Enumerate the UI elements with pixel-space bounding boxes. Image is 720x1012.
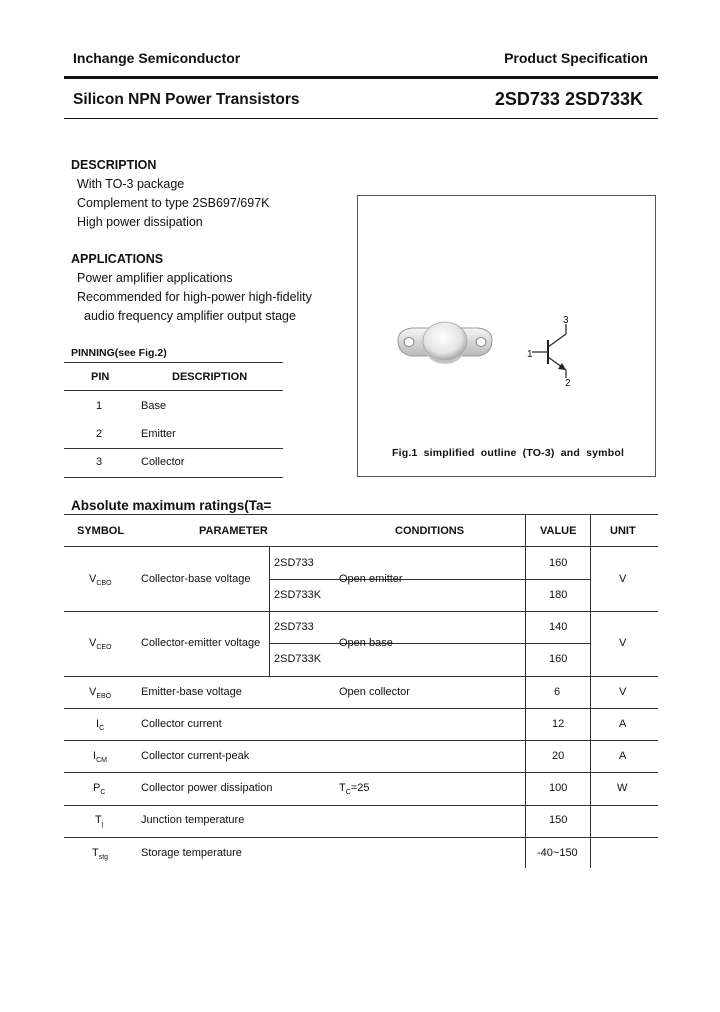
condition: Open collector	[339, 686, 410, 698]
ratings-header-conditions: CONDITIONS	[395, 525, 465, 537]
symbol-pin-label: 3	[563, 315, 569, 326]
header-rule-top	[64, 76, 658, 79]
figure-caption: Fig.1 simplified outline (TO-3) and symbol	[392, 447, 625, 459]
pin-description: Emitter	[141, 428, 176, 440]
part-numbers: 2SD733 2SD733K	[494, 89, 643, 109]
ratings-header-symbol: SYMBOL	[77, 525, 125, 537]
ratings-rule	[64, 740, 658, 741]
variant: 2SD733	[274, 557, 314, 569]
value: 100	[549, 782, 568, 794]
value: 140	[549, 621, 568, 633]
pinning-title: PINNING(see Fig.2)	[71, 347, 167, 359]
ratings-rule	[64, 611, 658, 612]
variant: 2SD733K	[274, 589, 322, 601]
parameter: Collector-emitter voltage	[141, 637, 261, 649]
pinning-rule	[64, 477, 283, 478]
description-item: High power dissipation	[77, 215, 203, 229]
ratings-col-rule	[525, 514, 526, 868]
pin-number: 3	[96, 456, 103, 468]
unit: W	[617, 782, 628, 794]
ratings-rule	[269, 643, 525, 644]
value: 12	[552, 718, 565, 730]
ratings-header-value: VALUE	[540, 525, 577, 537]
condition: $T_C=25$	[339, 782, 370, 796]
ratings-col-rule	[590, 514, 591, 868]
pinning-rule	[64, 390, 283, 391]
symbol-tj: $T_j$	[95, 814, 104, 828]
pin-number: 2	[96, 428, 103, 440]
description-item: Complement to type 2SB697/697K	[77, 196, 270, 210]
value: 160	[549, 653, 568, 665]
pinning-rule	[64, 362, 283, 363]
symbol-vceo: $V_{CEO}$	[89, 637, 112, 651]
pinning-header-pin: PIN	[91, 371, 110, 383]
company-name: Inchange Semiconductor	[73, 50, 241, 66]
ratings-header-unit: UNIT	[610, 525, 636, 537]
unit: V	[619, 637, 627, 649]
variant: 2SD733	[274, 621, 314, 633]
symbol-pin-label: 1	[527, 349, 533, 360]
parameter: Collector-base voltage	[141, 573, 251, 585]
ratings-rule	[64, 514, 658, 515]
pinning-rule	[64, 448, 283, 449]
condition: Open base	[339, 637, 393, 649]
spec-type: Product Specification	[504, 50, 648, 66]
parameter: Collector current-peak	[141, 750, 250, 762]
application-item: Power amplifier applications	[77, 271, 233, 285]
ratings-rule	[525, 643, 590, 644]
unit: V	[619, 573, 627, 585]
parameter: Collector current	[141, 718, 222, 730]
value: 20	[552, 750, 565, 762]
value: 160	[549, 557, 568, 569]
ratings-rule	[525, 579, 590, 580]
pin-description: Base	[141, 400, 167, 412]
ratings-rule	[64, 805, 658, 806]
application-item: audio frequency amplifier output stage	[84, 309, 296, 323]
description-title: DESCRIPTION	[71, 158, 157, 172]
parameter: Storage temperature	[141, 847, 242, 859]
ratings-col-rule	[269, 546, 270, 676]
value: -40~150	[537, 847, 578, 859]
symbol-pc: $P_C$	[93, 782, 106, 796]
condition: Open emitter	[339, 573, 403, 585]
parameter: Emitter-base voltage	[141, 686, 242, 698]
header-rule-bottom	[64, 118, 658, 119]
unit: A	[619, 718, 627, 730]
parameter: Junction temperature	[141, 814, 245, 826]
document-title: Silicon NPN Power Transistors	[73, 91, 300, 108]
symbol-pin-label: 2	[565, 378, 571, 389]
pinning-header-description: DESCRIPTION	[172, 371, 248, 383]
symbol-tstg: $T_{stg}$	[92, 847, 109, 861]
description-item: With TO-3 package	[77, 177, 185, 191]
symbol-icm: $I_{CM}$	[93, 750, 107, 764]
to3-package-image	[390, 310, 500, 380]
symbol-vcbo: $V_{CBO}$	[89, 573, 112, 587]
ratings-rule	[64, 676, 658, 677]
symbol-ic: $I_C$	[96, 718, 105, 732]
unit: A	[619, 750, 627, 762]
value: 180	[549, 589, 568, 601]
value: 150	[549, 814, 568, 826]
parameter: Collector power dissipation	[141, 782, 273, 794]
symbol-vebo: $V_{EBO}$	[89, 686, 112, 700]
ratings-title: Absolute maximum ratings(Ta=	[71, 498, 272, 513]
application-item: Recommended for high-power high-fidelity	[77, 290, 312, 304]
value: 6	[554, 686, 561, 698]
pin-number: 1	[96, 400, 103, 412]
variant: 2SD733K	[274, 653, 322, 665]
pin-description: Collector	[141, 456, 185, 468]
ratings-header-parameter: PARAMETER	[199, 525, 268, 537]
ratings-rule	[64, 772, 658, 773]
ratings-rule	[64, 708, 658, 709]
ratings-rule	[64, 837, 658, 838]
unit: V	[619, 686, 627, 698]
applications-title: APPLICATIONS	[71, 252, 164, 266]
ratings-rule	[64, 546, 658, 547]
